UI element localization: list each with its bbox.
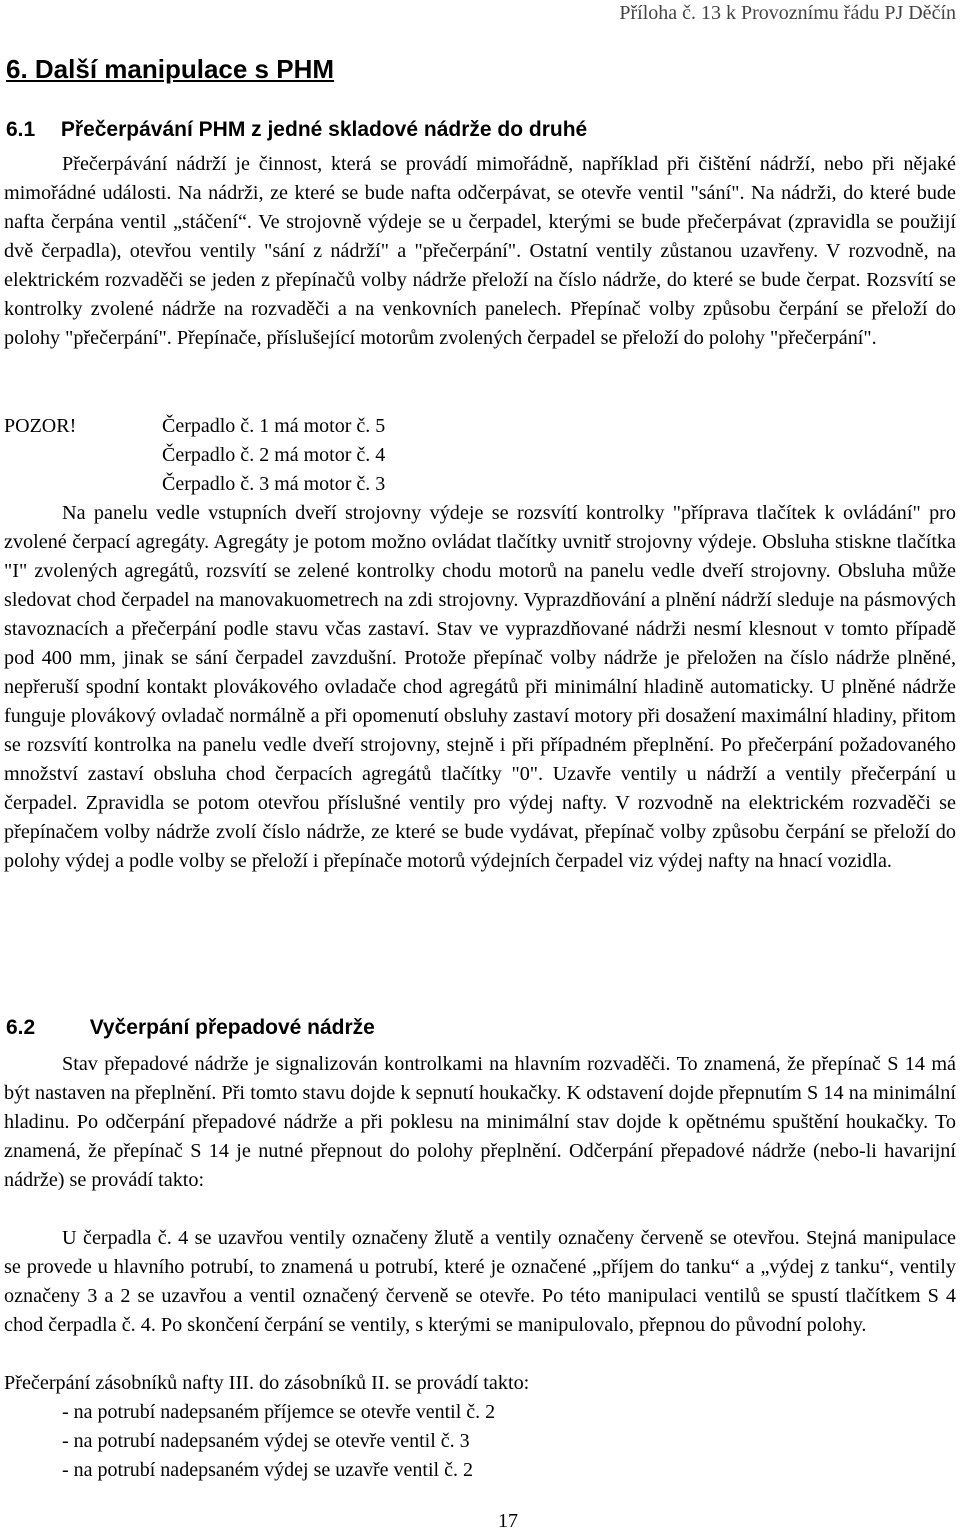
subsection-6-1-heading — [6, 118, 587, 142]
pump-item: Čerpadlo č. 1 má motor č. 5 — [162, 415, 386, 437]
subsection-6-1-title-text: Přečerpávání PHM z jedné skladové nádrže do druhé — [60, 118, 588, 141]
pump-motor-list — [4, 412, 385, 499]
subsection-6-1-paragraph-1: Přečerpávání nádrží je činnost, která se provádí mimořádně, například při čištění nádrží, nebo při nějaké mimořádné události. Na nádrži, ze které se bude nafta odčerpávat, se otevře ventil "sání". Na nádrži, do které bude nafta čerpána ventil „stáčení“. Ve strojovně výdeje se u čerpadel, kterými se bude přečerpávat (zpravidla se použijí dvě čerpadla), otevřou ventily "sání z nádrží" a "přečerpání". Ostatní ventily zůstanou uzavřeny. V rozvodně, na elektrickém rozvaděči se jeden z přepínačů volby nádrže přeloží na číslo nádrže, do které se bude čerpat. Rozsvítí se kontrolky zvolené nádrže na rozvaděči a na venkovních panelech. Přepínač volby způsobu čerpání se přeloží do polohy "přečerpání". Přepínače, příslušející motorům zvolených čerpadel se přeloží do polohy "přečerpání". — [4, 153, 956, 349]
page-number: 17 — [498, 1510, 518, 1532]
subsection-6-1-paragraph-2: Na panelu vedle vstupních dveří strojovny výdeje se rozsvítí kontrolky "příprava tlačítek k ovládání" pro zvolené čerpací agregáty. Agregáty je potom možno ovládat tlačítky uvnitř strojovny výdeje. Obsluha stiskne tlačítka "I" zvolených agregátů, rozsvítí se zelené kontrolky chodu motorů na panelu vedle dveří strojovny. Obsluha může sledovat chod čerpadel na manovakuometrech na zdi strojovny. Vyprazdňování a plnění nádrží sleduje na pásmových stavoznacích a přečerpání podle stavu včas zastaví. Stav ve vyprazdňované nádrži nesmí klesnout v tomto případě pod 400 mm, jinak se sání čerpadel zavzdušní. Protože přepínač volby nádrže je přeložen na číslo nádrže plněné, nepřeruší spodní kontakt plovákového ovladače chod agregátů při minimální hladině automaticky. U plněné nádrže funguje plovákový ovladač normálně a při opomenutí obsluhy zastaví motory při dosažení maximální hladiny, přitom se rozsvítí kontrolka na panelu vedle dveří strojovny, stejně i při případném přeplnění. Po přečerpání požadovaného množství zastaví obsluha chod čerpacích agregátů tlačítky "0". Uzavře ventily u nádrží a ventily přečerpání u čerpadel. Zpravidla se potom otevřou příslušné ventily pro výdej nafty. V rozvodně na elektrickém rozvaděči se přepínačem volby nádrže zvolí číslo nádrže, ze které se bude vydávat, přepínač volby způsobu čerpání se přeloží do polohy výdej a podle volby se přeloží i přepínače motorů výdejních čerpadel viz výdej nafty na hnací vozidla. — [4, 502, 956, 872]
step-item: - na potrubí nadepsaném výdej se otevře ventil č. 3 — [62, 1430, 470, 1452]
step-item: - na potrubí nadepsaném výdej se uzavře ventil č. 2 — [62, 1459, 473, 1481]
subsection-6-2-heading — [6, 1016, 375, 1040]
subsection-6-2-title: Vyčerpání přepadové nádrže — [89, 1016, 375, 1039]
pozor-label: POZOR! — [4, 415, 77, 437]
subsection-6-1-title: 6.1 — [6, 118, 36, 141]
section-title: 6. Další manipulace s PHM — [6, 54, 335, 84]
pump-item: Čerpadlo č. 3 má motor č. 3 — [162, 473, 386, 495]
pump-item: Čerpadlo č. 2 má motor č. 4 — [162, 444, 386, 466]
subsection-6-2-paragraph-1: Stav přepadové nádrže je signalizován kontrolkami na hlavním rozvaděči. To znamená, že přepínač S 14 má být nastaven na přeplnění. Při tomto stavu dojde k sepnutí houkačky. K odstavení dojde přepnutím S 14 na minimální hladinu. Po odčerpání přepadové nádrže a při poklesu na minimální stav dojde k opětnému spuštění houkačky. To znamená, že přepínač S 14 je nutné přepnout do polohy přeplnění. Odčerpání přepadové nádrže (nebo-li havarijní nádrže) se provádí takto: — [4, 1053, 956, 1191]
subsection-6-2-paragraph-2: U čerpadla č. 4 se uzavřou ventily označeny žlutě a ventily označeny červeně se otevřou. Stejná manipulace se provede u hlavního potrubí, to znamená u potrubí, které je označené „příjem do tanku“ a „výdej z tanku“, ventily označeny 3 a 2 se uzavřou a ventil označený červeně se otevře. Po této manipulaci ventilů se spustí tlačítkem S 4 chod čerpadla č. 4. Po skončení čerpání se ventily, s kterými se manipulovalo, přepnou do původní polohy. — [4, 1227, 956, 1336]
subsection-6-2-number: 6.2 — [6, 1016, 36, 1039]
step-item: - na potrubí nadepsaném příjemce se otevře ventil č. 2 — [62, 1401, 496, 1423]
subsection-6-2-paragraph-3: Přečerpání zásobníků nafty III. do zásobníků II. se provádí takto: — [4, 1372, 530, 1394]
header-note: Příloha č. 13 k Provoznímu řádu PJ Děčín — [619, 2, 956, 24]
